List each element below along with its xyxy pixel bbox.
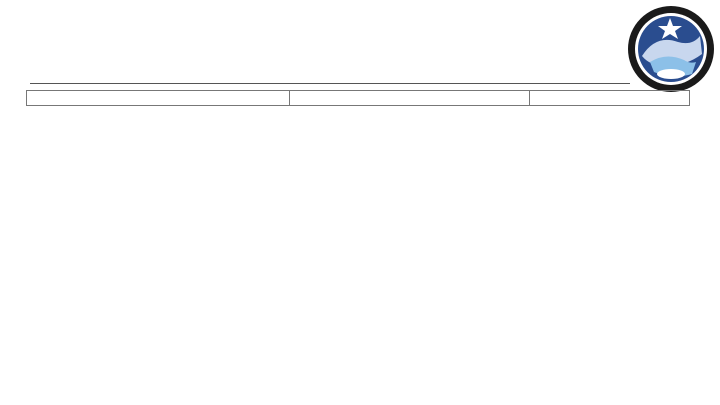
timing-delays-table [26,90,690,106]
table-header-row [27,91,690,106]
cast-logo-icon [626,4,716,94]
header-location [290,91,530,106]
nav-chevrons [12,355,662,403]
header-action [27,91,290,106]
header-expected-timespan [530,91,690,106]
title-divider [30,83,630,84]
section-navigation-bar [12,355,662,403]
